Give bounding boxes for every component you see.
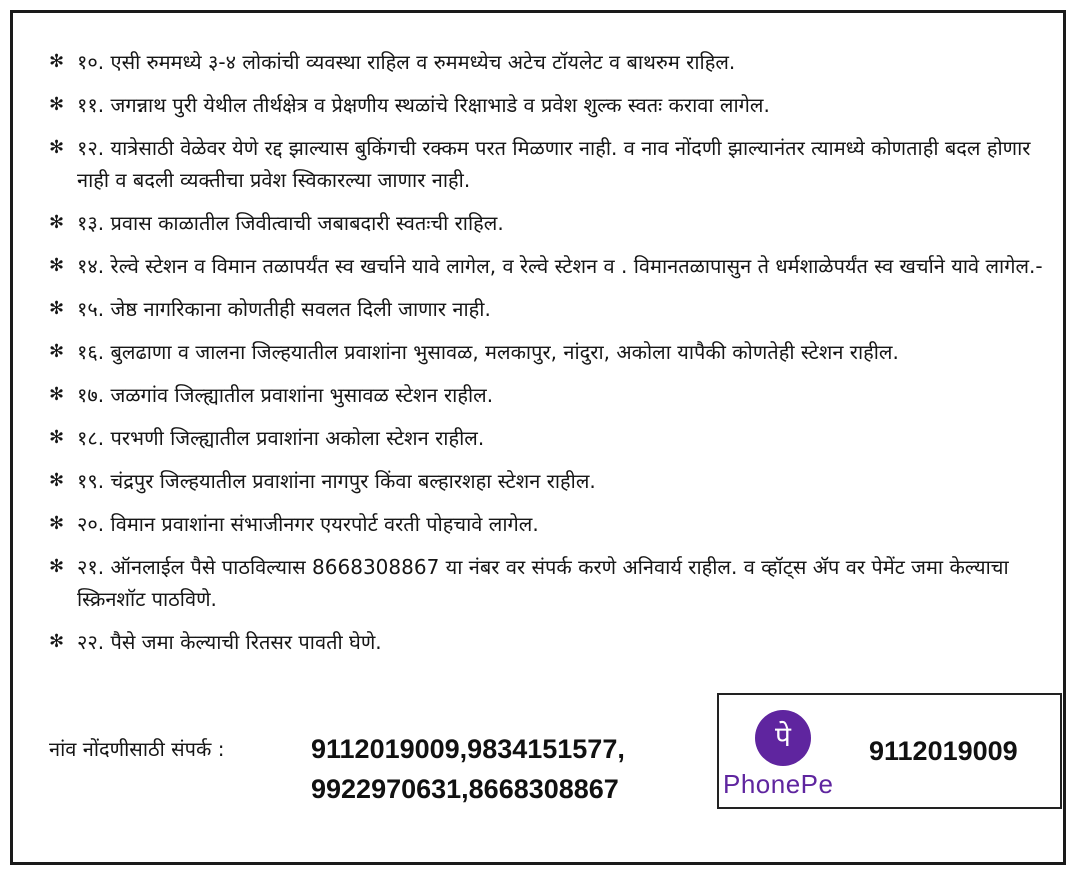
rule-text: १०. एसी रुममध्ये ३-४ लोकांची व्यवस्था राहिल व रुममध्येच अटेच टॉयलेट व बाथरुम राहिल. (77, 50, 736, 74)
phonepe-logo-icon: पे (755, 710, 811, 766)
rule-text: १५. जेष्ठ नागरिकाना कोणतीही सवलत दिली जाणार नाही. (77, 297, 491, 321)
rule-item-15 (37, 293, 1067, 325)
rule-item-12 (37, 132, 1067, 196)
asterisk-icon: ✻ (49, 384, 65, 405)
notice-frame (10, 10, 1066, 865)
rule-item-17 (37, 379, 1067, 411)
rule-item-22 (37, 626, 1067, 658)
asterisk-icon: ✻ (49, 513, 65, 534)
asterisk-icon: ✻ (49, 341, 65, 362)
rule-item-16 (37, 336, 1067, 368)
rule-item-13 (37, 207, 1067, 239)
rule-text: ११. जगन्नाथ पुरी येथील तीर्थक्षेत्र व प्रेक्षणीय स्थळांचे रिक्षाभाडे व प्रवेश शुल्क स्वतः करावा लागेल. (77, 93, 770, 117)
payment-number: 9112019009 (869, 736, 1018, 766)
rule-item-21 (37, 551, 1067, 615)
asterisk-icon: ✻ (49, 212, 65, 233)
rule-text: १७. जळगांव जिल्ह्यातील प्रवाशांना भुसावळ स्टेशन राहील. (77, 383, 494, 407)
contact-numbers-line-1: 9112019009,9834151577, (311, 734, 625, 764)
rule-text: १९. चंद्रपुर जिल्हयातील प्रवाशांना नागपुर किंवा बल्हारशहा स्टेशन राहील. (77, 469, 596, 493)
asterisk-icon: ✻ (49, 94, 65, 115)
contact-numbers (311, 729, 711, 809)
rule-text: १४. रेल्वे स्टेशन व विमान तळापर्यंत स्व खर्चाने यावे लागेल, व रेल्वे स्टेशन व . विमानतळापासुन ते धर्मशाळेपर्यंत स्व खर्चाने यावे लागेल.- (77, 254, 1043, 278)
rule-item-14 (37, 250, 1067, 282)
asterisk-icon: ✻ (49, 137, 65, 158)
contact-numbers-line-2: 9922970631,8668308867 (311, 774, 619, 804)
rule-text: १६. बुलढाणा व जालना जिल्हयातील प्रवाशांना भुसावळ, मलकापुर, नांदुरा, अकोला यापैकी कोणतेही स्टेशन राहील. (77, 340, 899, 364)
asterisk-icon: ✻ (49, 255, 65, 276)
rule-text: १८. परभणी जिल्ह्यातील प्रवाशांना अकोला स्टेशन राहील. (77, 426, 485, 450)
asterisk-icon: ✻ (49, 298, 65, 319)
payment-box (717, 693, 1062, 809)
rule-text: १३. प्रवास काळातील जिवीत्वाची जबाबदारी स्वतःची राहिल. (77, 211, 504, 235)
asterisk-icon: ✻ (49, 427, 65, 448)
asterisk-icon: ✻ (49, 470, 65, 491)
rule-item-18 (37, 422, 1067, 454)
rule-item-19 (37, 465, 1067, 497)
rule-text: १२. यात्रेसाठी वेळेवर येणे रद्द झाल्यास बुकिंगची रक्कम परत मिळणार नाही. व नाव नोंदणी झाल्यानंतर त्यामध्ये कोणताही बदल होणार नाही व बदली व्यक्तीचा प्रवेश स्विकारल्या जाणार नाही. (77, 136, 1031, 192)
rule-text: २०. विमान प्रवाशांना संभाजीनगर एयरपोर्ट वरती पोहचावे लागेल. (77, 512, 539, 536)
asterisk-icon: ✻ (49, 51, 65, 72)
rules-list (37, 46, 1067, 669)
phonepe-wordmark: PhonePe (723, 769, 834, 799)
rule-item-20 (37, 508, 1067, 540)
contact-label: नांव नोंदणीसाठी संपर्क : (49, 737, 225, 761)
rule-text: २१. ऑनलाईल पैसे पाठविल्यास 8668308867 या नंबर वर संपर्क करणे अनिवार्य राहील. व व्हॉट्स ॲप वर पेमेंट जमा केल्याचा स्क्रिनशॉट पाठविणे. (77, 555, 1009, 611)
asterisk-icon: ✻ (49, 631, 65, 652)
asterisk-icon: ✻ (49, 556, 65, 577)
rule-text: २२. पैसे जमा केल्याची रितसर पावती घेणे. (77, 630, 382, 654)
rule-item-11 (37, 89, 1067, 121)
rule-item-10 (37, 46, 1067, 78)
